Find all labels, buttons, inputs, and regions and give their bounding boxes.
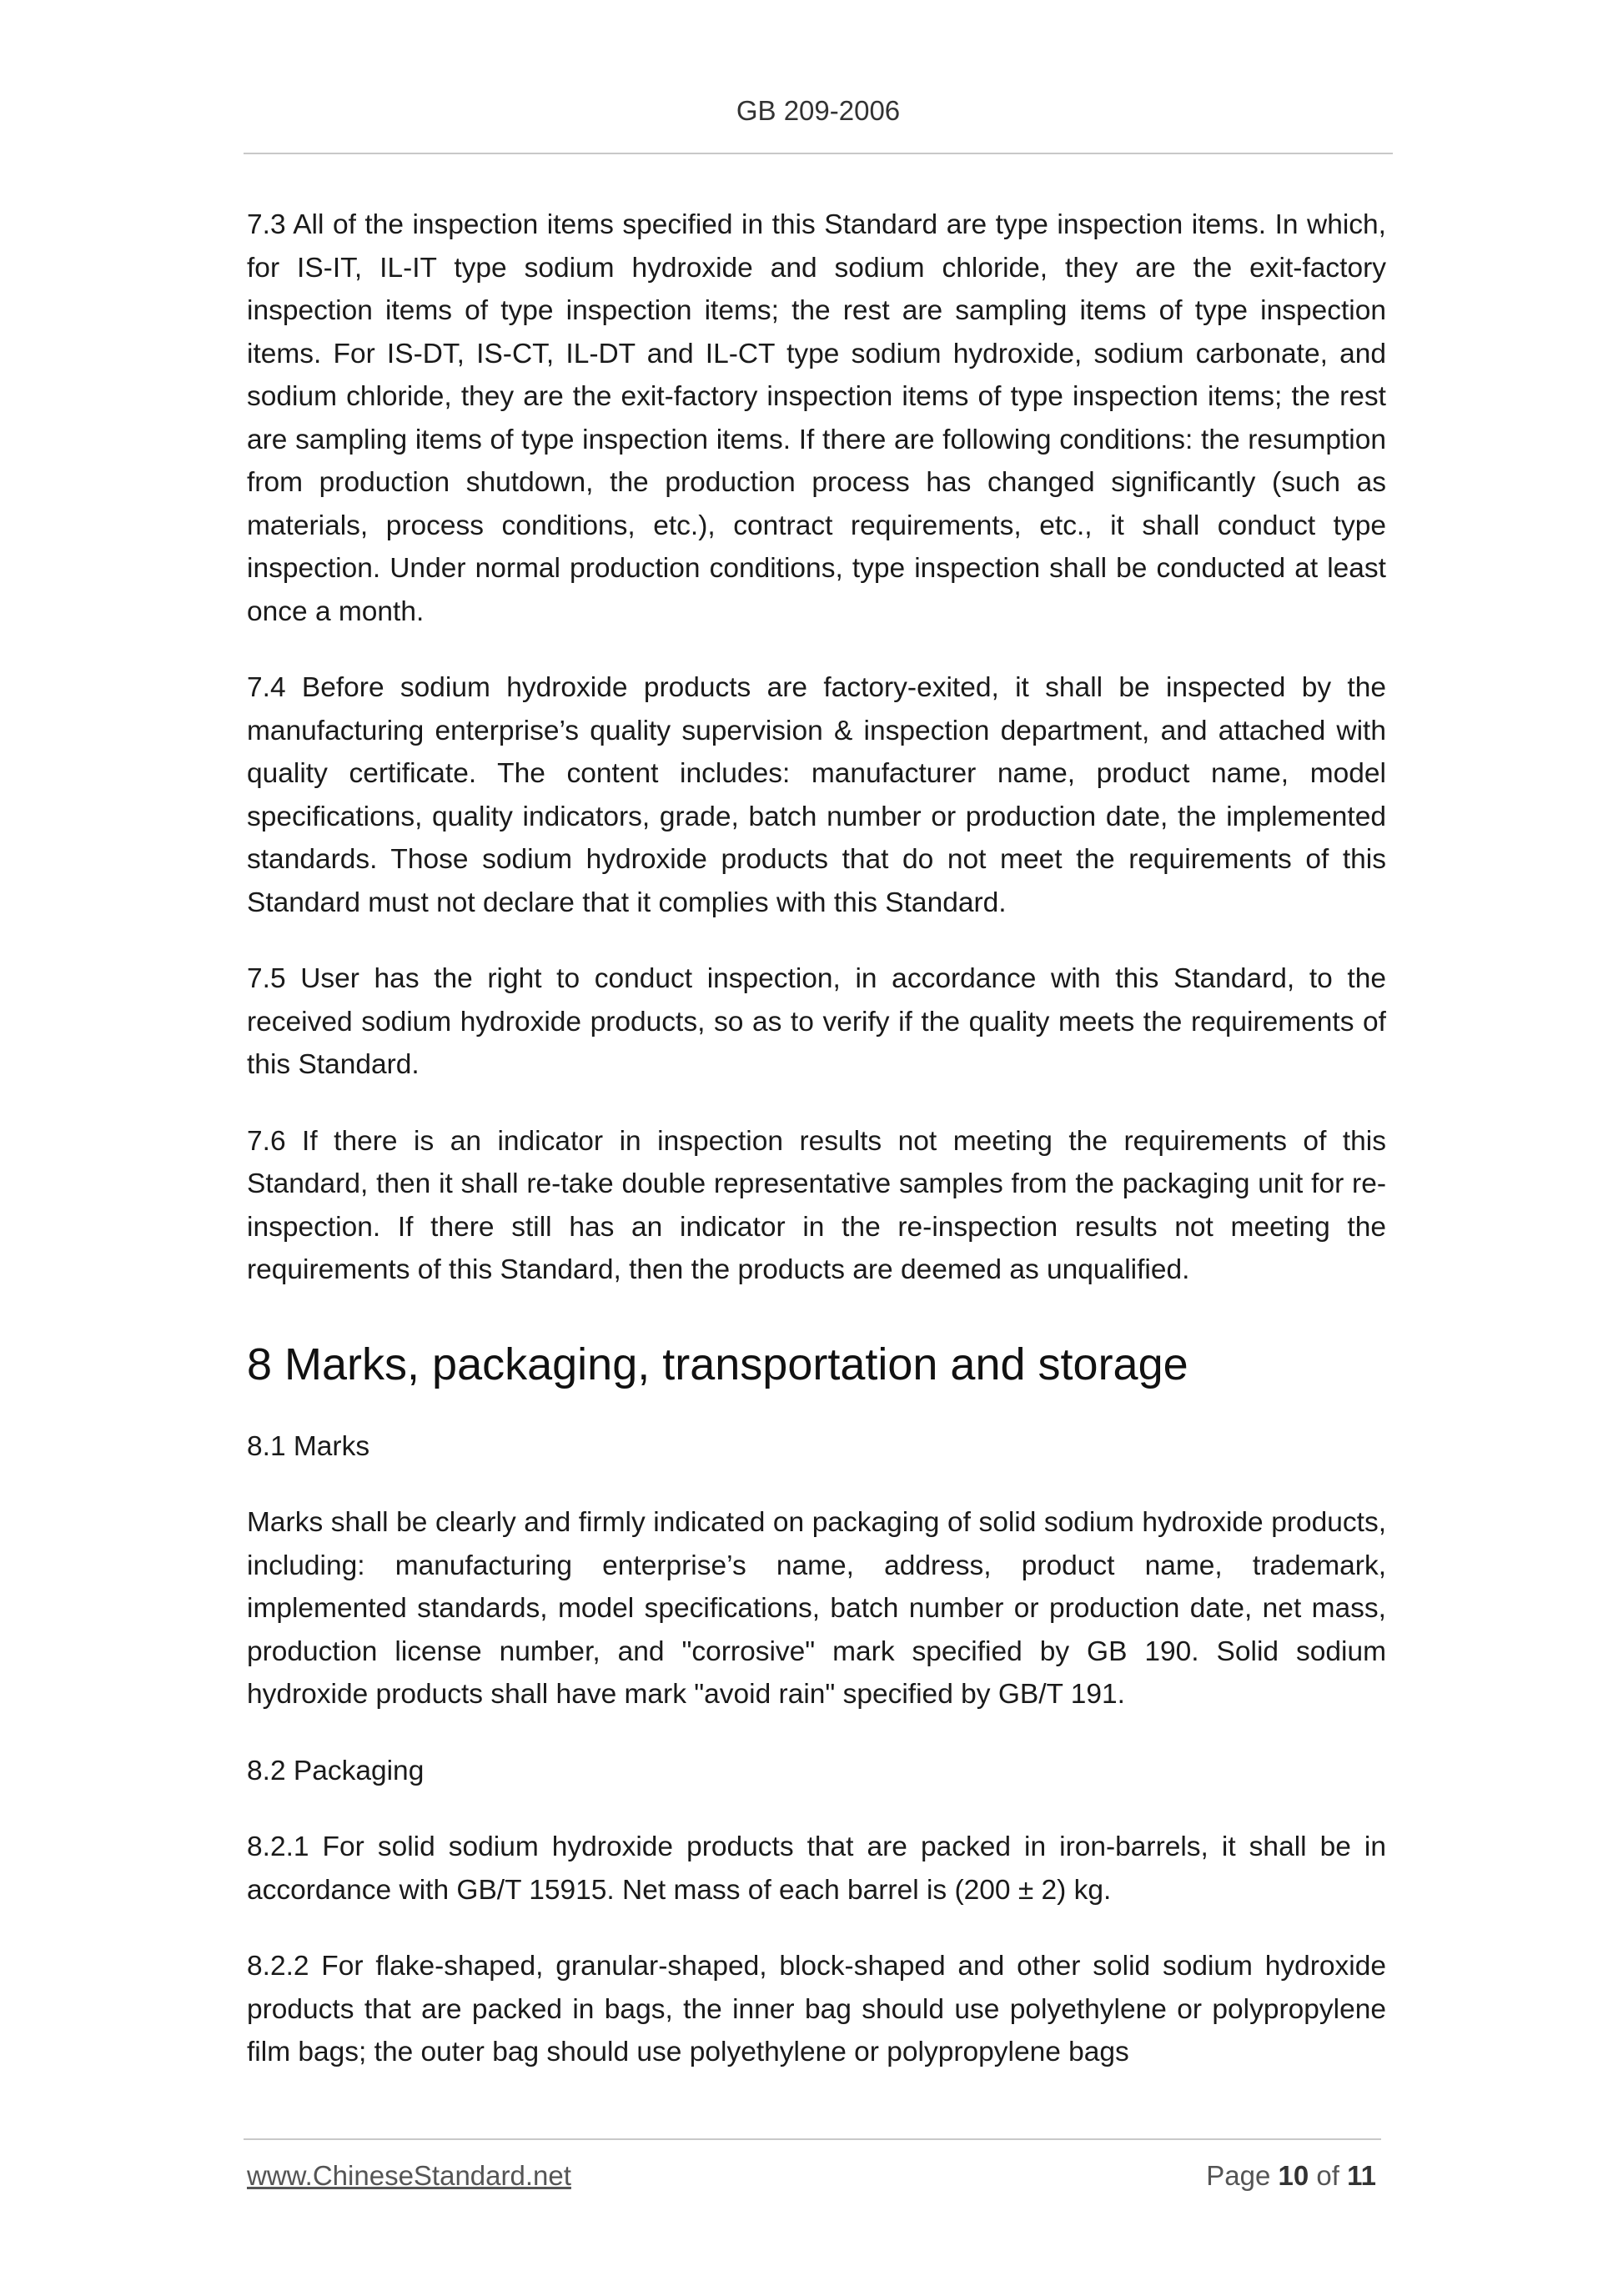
footer-website-link[interactable]: www.ChineseStandard.net [247, 2160, 571, 2191]
section-8-heading: 8 Marks, packaging, transportation and storage [247, 1339, 1188, 1389]
section-8-1-heading: 8.1 Marks [247, 1430, 370, 1462]
paragraph-8-1: Marks shall be clearly and firmly indicated on packaging of solid sodium hydroxide products, including: manufacturing enterprise’s name, address, product name, trademark, implemented standards, model specifications, batch number or production date, net mass, production license number, and "corrosive" mark specified by GB 190. Solid sodium hydroxide products shall have mark "avoid rain" specified by GB/T 191. [247, 1507, 1386, 1710]
paragraph-8-2-1: 8.2.1 For solid sodium hydroxide products that are packed in iron-barrels, it shall be in accordance with GB/T 15915. Net mass of each barrel is (200 ± 2) kg. [247, 1831, 1386, 1906]
paragraph-7-3: 7.3 All of the inspection items specified in this Standard are type inspection items. In which, for IS-IT, IL-IT type sodium hydroxide and sodium chloride, they are the exit-factory inspection items of type inspection items; the rest are sampling items of type inspection items. For IS-DT, IS-CT, IL-DT and IL-CT type sodium hydroxide, sodium carbonate, and sodium chloride, they are the exit-factory inspection items of type inspection items; the rest are sampling items of type inspection items. If there are following conditions: the resumption from production shutdown, the production process has changed significantly (such as materials, process conditions, etc.), contract requirements, etc., it shall conduct type inspection. Under normal production conditions, type inspection shall be conducted at least once a month. [247, 209, 1386, 627]
footer-page-number [1206, 2160, 1376, 2192]
paragraph-8-2-2: 8.2.2 For flake-shaped, granular-shaped, block-shaped and other solid sodium hydroxide products that are packed in bags, the inner bag should use polyethylene or polypropylene film bags; the outer bag should use polyethylene or polypropylene bags [247, 1951, 1386, 2067]
page-of: of [1309, 2160, 1348, 2191]
paragraph-7-4: 7.4 Before sodium hydroxide products are factory-exited, it shall be inspected by the manufacturing enterprise’s quality supervision & inspection department, and attached with quality certificate. The content includes: manufacturer name, product name, model specifications, quality indicators, grade, batch number or production date, the implemented standards. Those sodium hydroxide products that do not meet the requirements of this Standard must not declare that it complies with this Standard. [247, 672, 1386, 918]
page-header-doc-code: GB 209-2006 [736, 95, 901, 126]
header-divider [244, 153, 1393, 154]
footer-divider [244, 2138, 1381, 2140]
paragraph-7-5: 7.5 User has the right to conduct inspection, in accordance with this Standard, to the received sodium hydroxide products, so as to verify if the quality meets the requirements of this Standard. [247, 963, 1386, 1080]
page-content [247, 203, 1386, 2108]
paragraph-7-6: 7.6 If there is an indicator in inspection results not meeting the requirements of this Standard, then it shall re-take double representative samples from the packaging unit for re-inspection. If there still has an indicator in the re-inspection results not meeting the requirements of this Standard, then the products are deemed as unqualified. [247, 1125, 1386, 1285]
page-total: 11 [1347, 2160, 1376, 2191]
section-8-2-heading: 8.2 Packaging [247, 1755, 425, 1786]
page-prefix: Page [1206, 2160, 1279, 2191]
page-current: 10 [1278, 2160, 1309, 2191]
